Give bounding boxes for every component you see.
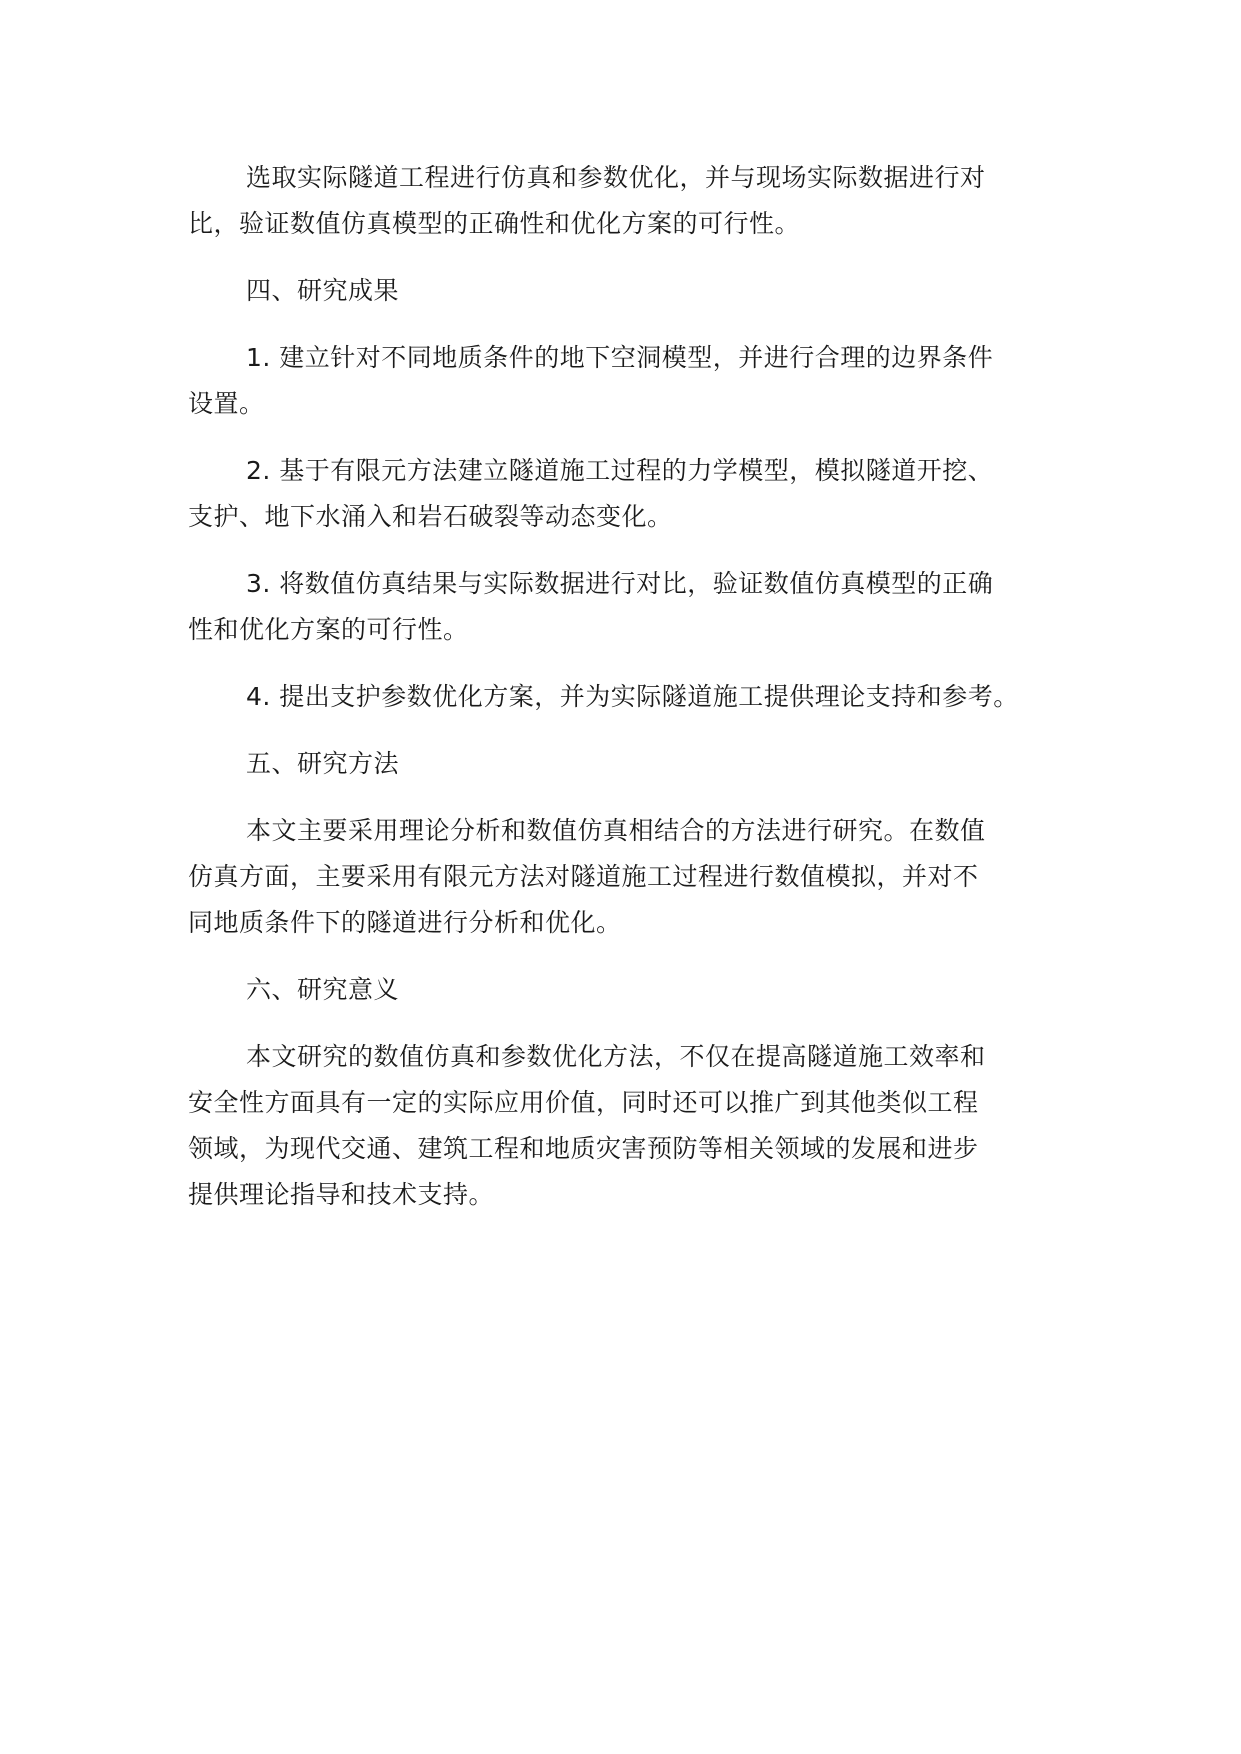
paragraph-line: 性和优化方案的可行性。 (188, 615, 469, 644)
paragraph-methods (188, 808, 1068, 946)
result-item-2 (188, 448, 1068, 540)
paragraph-line: 4. 提出支护参数优化方案，并为实际隧道施工提供理论支持和参考。 (246, 682, 1019, 711)
paragraph-validation (188, 155, 1068, 247)
section-heading-results: 四、研究成果 (246, 276, 400, 305)
paragraph-line: 比，验证数值仿真模型的正确性和优化方案的可行性。 (188, 209, 801, 238)
paragraph-line: 安全性方面具有一定的实际应用价值，同时还可以推广到其他类似工程 (188, 1088, 979, 1117)
result-item-3 (188, 561, 1068, 653)
section-heading-methods: 五、研究方法 (246, 749, 400, 778)
paragraph-line: 领域，为现代交通、建筑工程和地质灾害预防等相关领域的发展和进步 (188, 1134, 979, 1163)
paragraph-line: 同地质条件下的隧道进行分析和优化。 (188, 908, 622, 937)
paragraph-line: 2. 基于有限元方法建立隧道施工过程的力学模型，模拟隧道开挖、 (246, 456, 994, 485)
result-item-4 (188, 674, 1068, 720)
result-item-1 (188, 335, 1068, 427)
paragraph-line: 提供理论指导和技术支持。 (188, 1180, 495, 1209)
paragraph-line: 1. 建立针对不同地质条件的地下空洞模型，并进行合理的边界条件 (246, 343, 994, 372)
paragraph-line: 3. 将数值仿真结果与实际数据进行对比，验证数值仿真模型的正确 (246, 569, 994, 598)
section-heading-significance: 六、研究意义 (246, 975, 400, 1004)
paragraph-line: 本文主要采用理论分析和数值仿真相结合的方法进行研究。在数值 (246, 816, 986, 845)
paragraph-line: 支护、地下水涌入和岩石破裂等动态变化。 (188, 502, 673, 531)
paragraph-line: 设置。 (188, 389, 265, 418)
paragraph-line: 本文研究的数值仿真和参数优化方法，不仅在提高隧道施工效率和 (246, 1042, 986, 1071)
paragraph-line: 选取实际隧道工程进行仿真和参数优化，并与现场实际数据进行对 (246, 163, 986, 192)
paragraph-significance (188, 1034, 1068, 1218)
paragraph-line: 仿真方面，主要采用有限元方法对隧道施工过程进行数值模拟，并对不 (188, 862, 979, 891)
document-body (188, 155, 1068, 1239)
